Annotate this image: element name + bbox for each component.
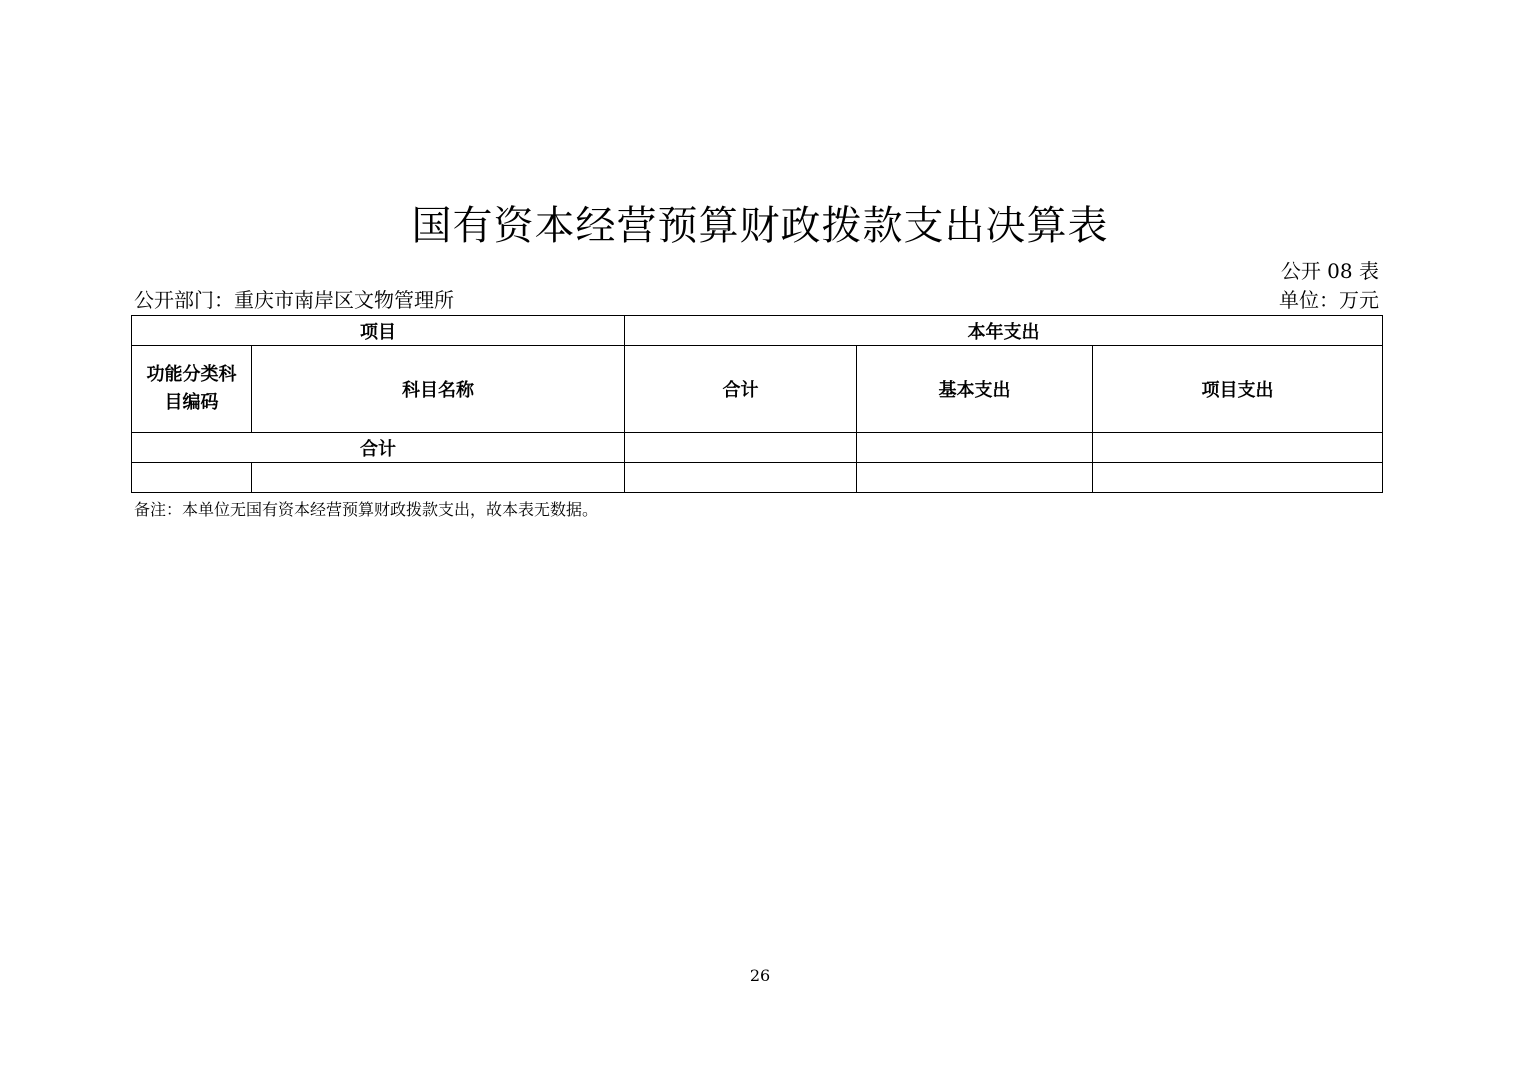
header-item: 项目 bbox=[132, 316, 625, 346]
table-cell-code bbox=[132, 463, 252, 493]
column-header-name: 科目名称 bbox=[252, 346, 625, 433]
total-row-label: 合计 bbox=[132, 433, 625, 463]
department-label: 公开部门：重庆市南岸区文物管理所 bbox=[134, 288, 454, 312]
table-total-row bbox=[132, 433, 1383, 463]
table-cell-name bbox=[252, 463, 625, 493]
column-header-code bbox=[132, 346, 252, 433]
page-number: 26 bbox=[749, 966, 771, 985]
total-row-total bbox=[625, 433, 857, 463]
table-cell-project bbox=[1093, 463, 1383, 493]
footnote: 备注：本单位无国有资本经营预算财政拨款支出，故本表无数据。 bbox=[134, 500, 599, 519]
unit-label: 单位：万元 bbox=[1279, 288, 1379, 312]
table-subheader-row bbox=[132, 346, 1383, 433]
column-header-basic: 基本支出 bbox=[857, 346, 1093, 433]
table-header-row bbox=[132, 316, 1383, 346]
form-number: 公开 08 表 bbox=[1280, 259, 1379, 283]
total-row-basic bbox=[857, 433, 1093, 463]
column-header-project: 项目支出 bbox=[1093, 346, 1383, 433]
header-current-year: 本年支出 bbox=[625, 316, 1383, 346]
table-row bbox=[132, 463, 1383, 493]
table-cell-total bbox=[625, 463, 857, 493]
budget-table bbox=[131, 315, 1383, 493]
table-cell-basic bbox=[857, 463, 1093, 493]
column-header-total: 合计 bbox=[625, 346, 857, 433]
total-row-project bbox=[1093, 433, 1383, 463]
document-title: 国有资本经营预算财政拨款支出决算表 bbox=[411, 203, 1109, 249]
column-header-code-text: 功能分类科目编码 bbox=[146, 364, 237, 413]
